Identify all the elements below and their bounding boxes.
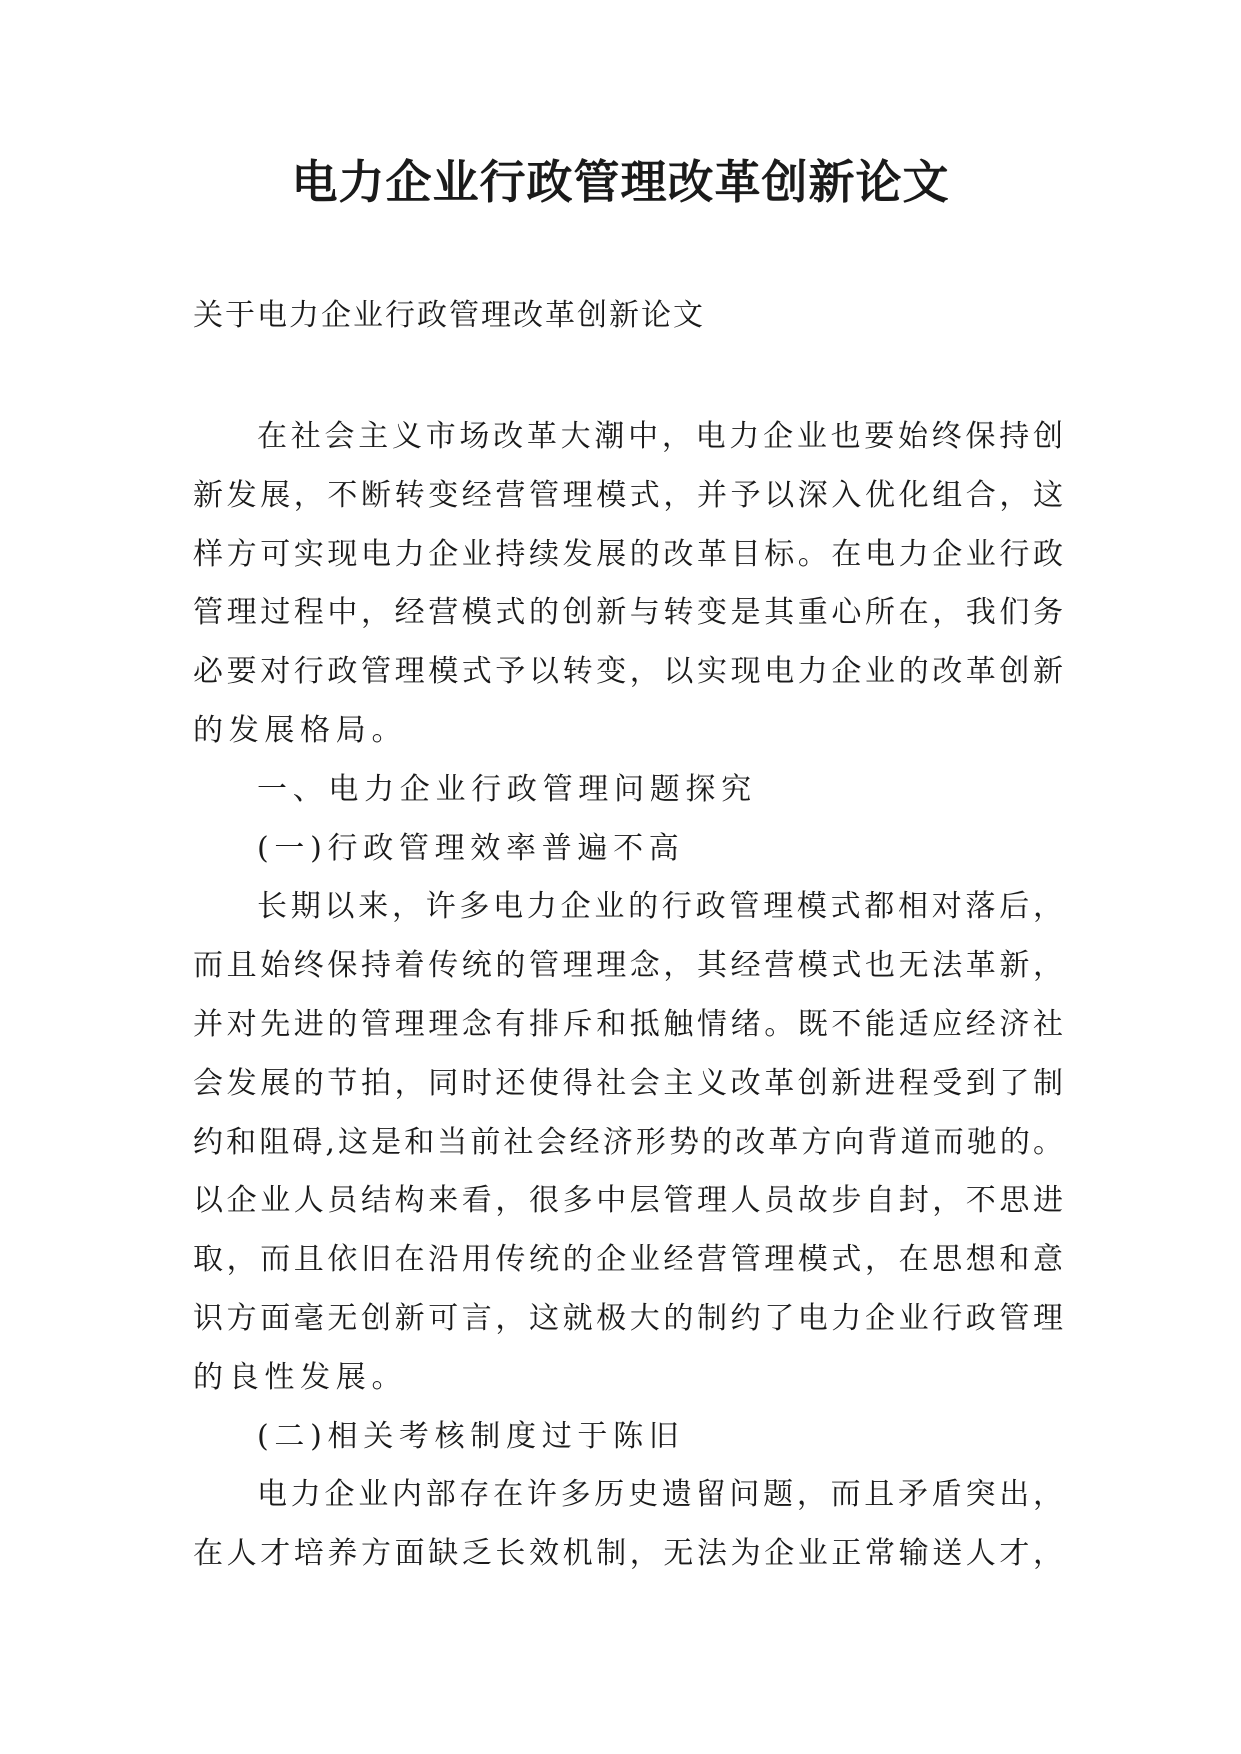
text-line: 新发展，不断转变经营管理模式，并予以深入优化组合，这 (193, 477, 1063, 513)
text-line: 管理过程中，经营模式的创新与转变是其重心所在，我们务 (193, 595, 1063, 631)
text-line: 而且始终保持着传统的管理理念，其经营模式也无法革新， (193, 948, 1063, 984)
text-line: 在人才培养方面缺乏长效机制，无法为企业正常输送人才， (193, 1536, 1063, 1572)
text-line: 以企业人员结构来看，很多中层管理人员故步自封，不思进 (193, 1183, 1063, 1219)
text-line: 识方面毫无创新可言，这就极大的制约了电力企业行政管理 (193, 1300, 1063, 1336)
text-line: 会发展的节拍，同时还使得社会主义改革创新进程受到了制 (193, 1065, 1063, 1101)
text-line: 电力企业内部存在许多历史遗留问题，而且矛盾突出， (257, 1477, 1063, 1513)
body-text (193, 408, 1063, 1584)
text-line: 的良性发展。 (193, 1359, 408, 1395)
text-line: 取，而且依旧在沿用传统的企业经营管理模式，在思想和意 (193, 1242, 1063, 1278)
text-line: 的发展格局。 (193, 712, 408, 748)
subsection-heading: (一)行政管理效率普遍不高 (257, 830, 685, 866)
text-line: 长期以来，许多电力企业的行政管理模式都相对落后， (257, 889, 1063, 925)
text-line: 样方可实现电力企业持续发展的改革目标。在电力企业行政 (193, 536, 1063, 572)
text-line: 必要对行政管理模式予以转变，以实现电力企业的改革创新 (193, 654, 1063, 690)
text-line: 约和阻碍,这是和当前社会经济形势的改革方向背道而驰的。 (193, 1124, 1063, 1160)
text-line: 并对先进的管理理念有排斥和抵触情绪。既不能适应经济社 (193, 1006, 1063, 1042)
document-subtitle: 关于电力企业行政管理改革创新论文 (193, 298, 705, 333)
subsection-heading: (二)相关考核制度过于陈旧 (257, 1418, 685, 1454)
section-heading: 一、电力企业行政管理问题探究 (257, 771, 757, 807)
document-title: 电力企业行政管理改革创新论文 (291, 155, 950, 209)
text-line: 在社会主义市场改革大潮中，电力企业也要始终保持创 (257, 419, 1063, 454)
